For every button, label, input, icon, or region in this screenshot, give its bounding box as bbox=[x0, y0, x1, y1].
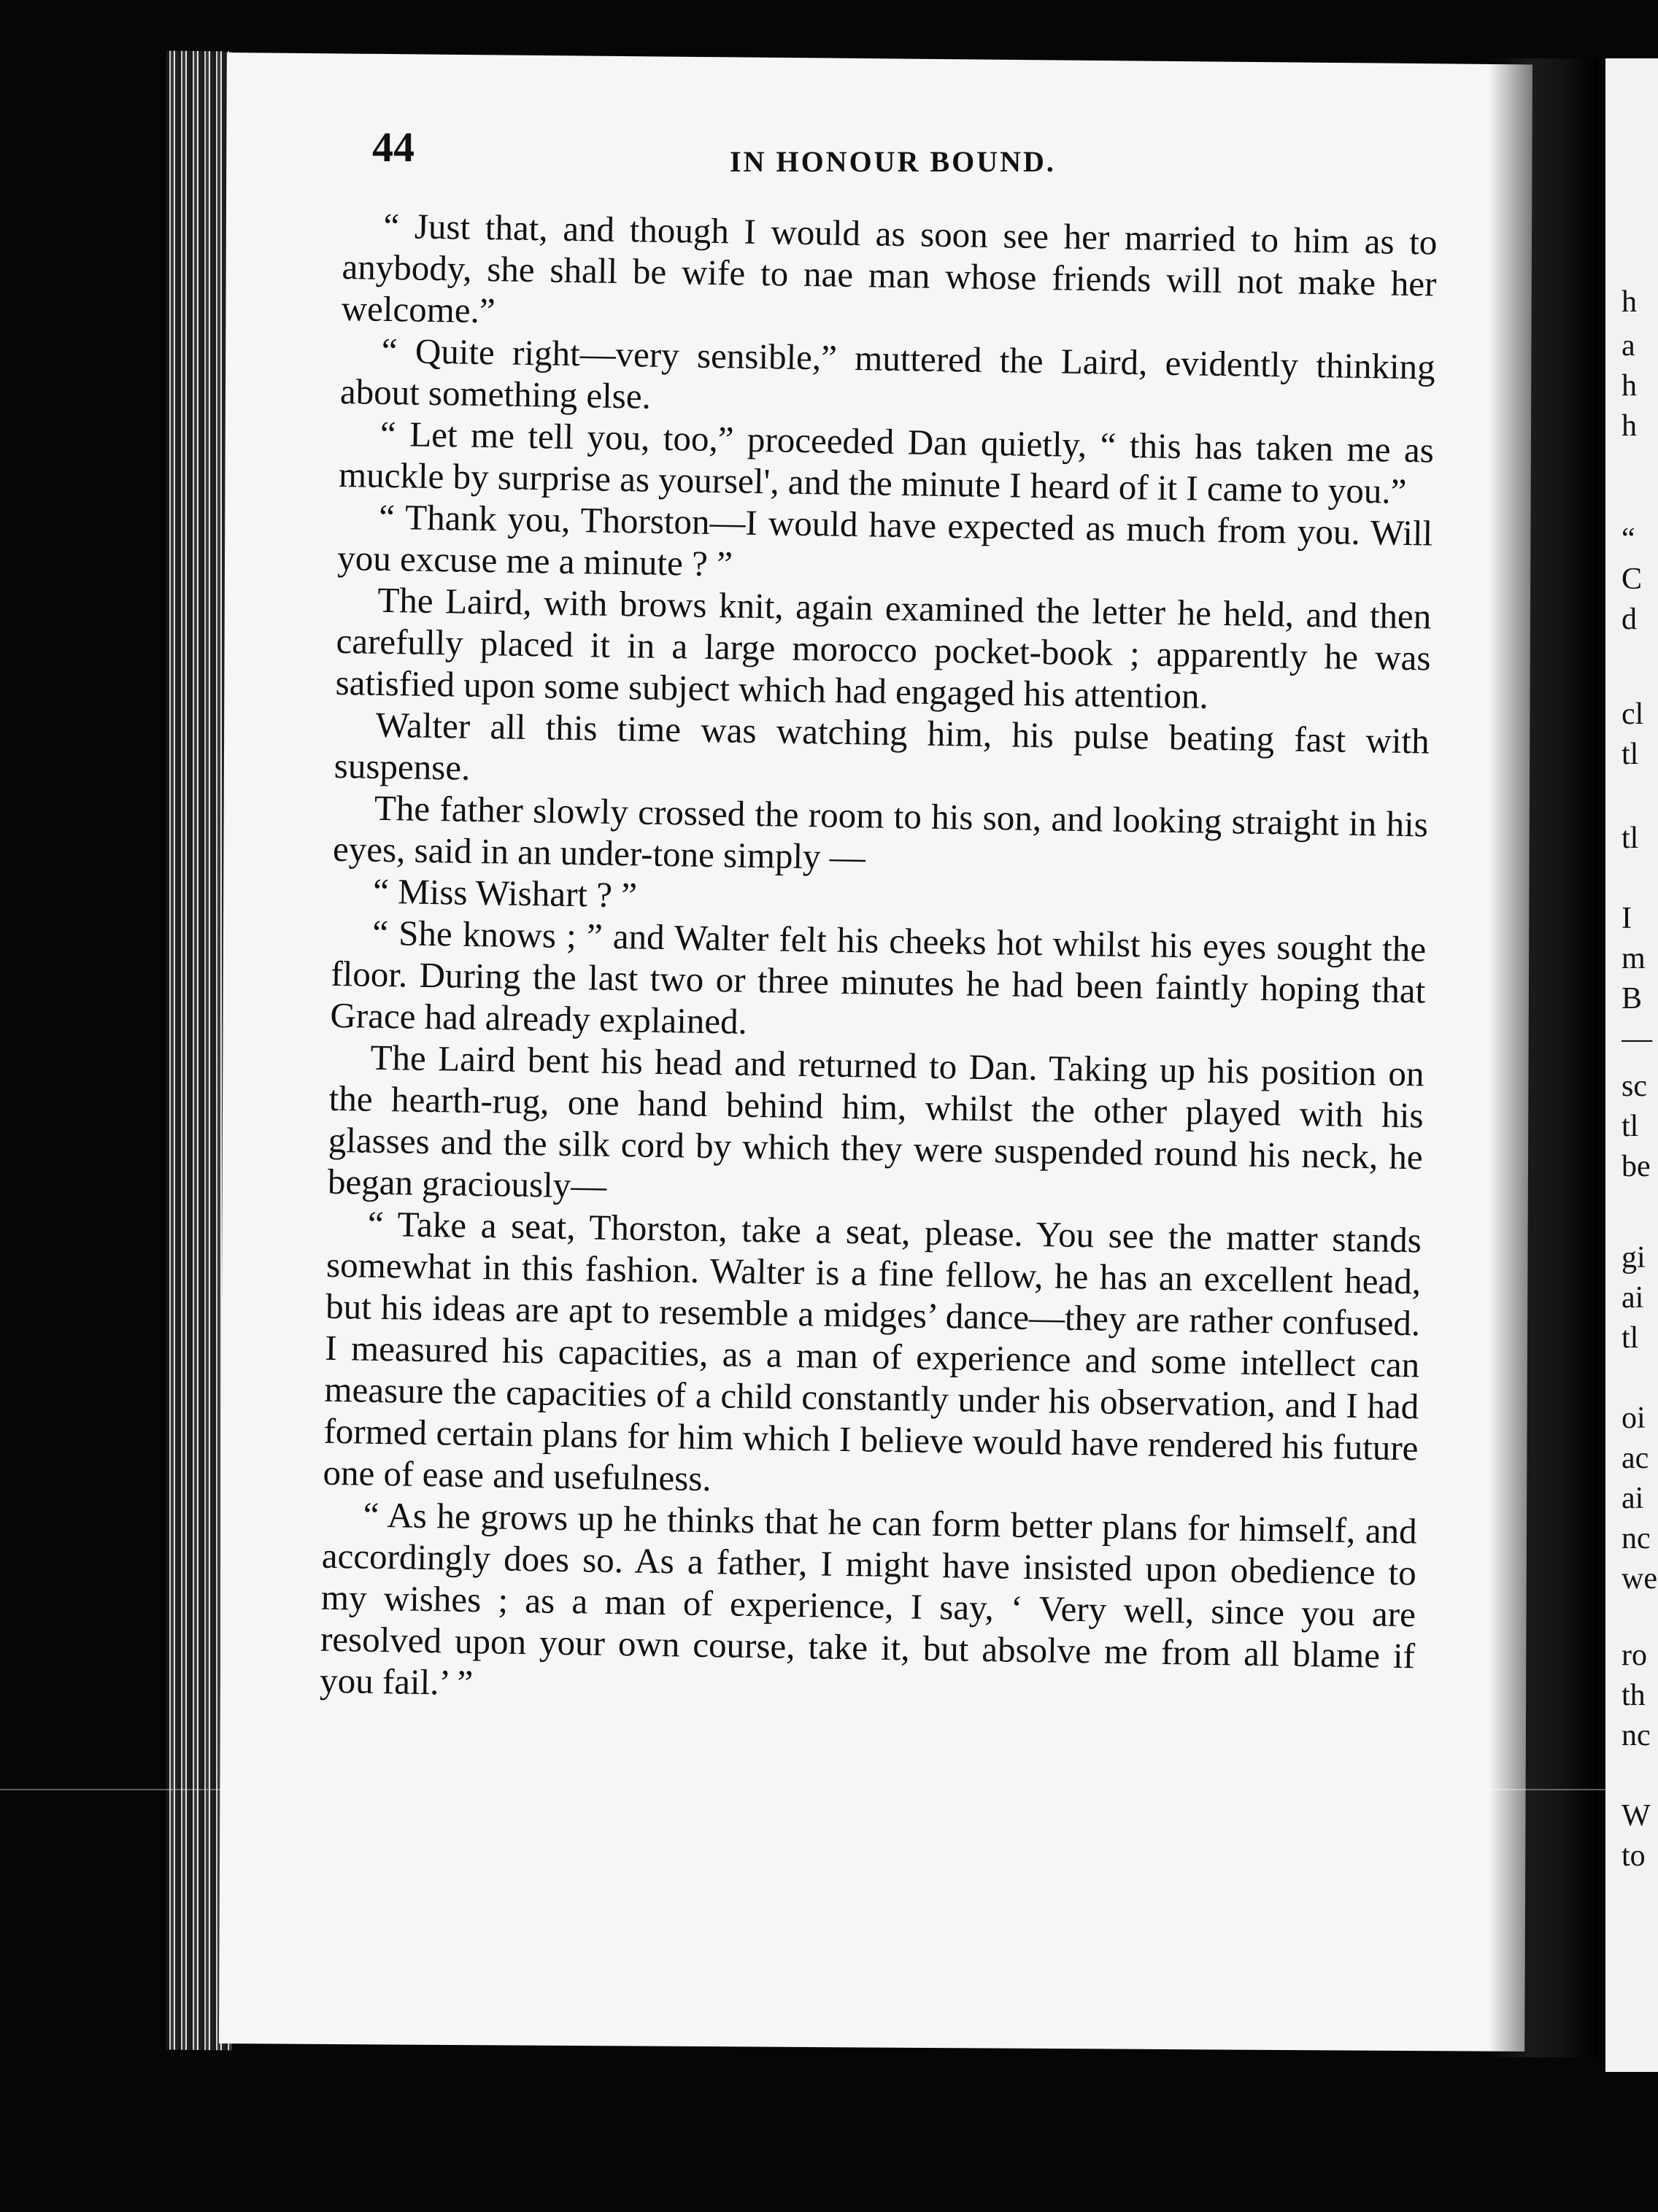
facing-page-fragment: gi bbox=[1622, 1241, 1646, 1275]
facing-page-fragment: be bbox=[1622, 1150, 1651, 1183]
facing-page-fragment: h bbox=[1622, 409, 1637, 443]
facing-page-fragment: nc bbox=[1622, 1522, 1651, 1555]
page-body-text bbox=[320, 204, 1438, 1718]
paragraph: “ Let me tell you, too,” proceeded Dan quietly, “ this has taken me as muckle by surprise as yoursel', and the minute I heard of it I came to you.” bbox=[338, 413, 1435, 511]
paragraph: “ Quite right—very sensible,” muttered the Laird, evidently thinking about something else. bbox=[339, 330, 1436, 417]
paragraph: “ Thank you, Thorston—I would have expected as much from you. Will you excuse me a minute ? ” bbox=[336, 496, 1433, 584]
facing-page-fragment: to bbox=[1622, 1839, 1646, 1873]
paragraph: The Laird bent his head and returned to Dan. Taking up his position on the hearth-rug, one hand behind him, whilst the other played with his glasses and the silk cord by which they were suspended round his neck, he began graciously— bbox=[327, 1037, 1424, 1206]
facing-page-fragment: tl bbox=[1622, 1321, 1639, 1355]
facing-page-fragment: m bbox=[1622, 942, 1646, 975]
facing-page-fragment: d bbox=[1622, 603, 1637, 636]
facing-page-fragment: ai bbox=[1622, 1281, 1644, 1315]
facing-page-fragment: B bbox=[1622, 982, 1643, 1016]
facing-page-fragment: ai bbox=[1622, 1482, 1644, 1515]
paragraph: Walter all this time was watching him, his pulse beating fast with suspense. bbox=[333, 704, 1430, 788]
facing-page-fragment: tl bbox=[1622, 821, 1639, 855]
facing-page-fragment: W bbox=[1622, 1799, 1651, 1833]
facing-page-fragment: tl bbox=[1622, 738, 1639, 771]
facing-page-fragment: th bbox=[1622, 1679, 1646, 1712]
facing-page-fragment: — bbox=[1622, 1022, 1652, 1056]
facing-page-fragment: ro bbox=[1622, 1639, 1647, 1672]
paragraph: The Laird, with brows knit, again examined the letter he held, and then carefully placed it in a large morocco pocket-book ; apparently he was satisfied upon some subject which had engaged his attention. bbox=[335, 579, 1432, 716]
facing-page-fragment: “ bbox=[1622, 522, 1635, 556]
facing-page-fragment: a bbox=[1622, 329, 1635, 363]
facing-page-fragment: tl bbox=[1622, 1110, 1639, 1143]
facing-page-fragment: ac bbox=[1622, 1442, 1649, 1475]
facing-page-fragment: oi bbox=[1622, 1401, 1646, 1435]
paragraph: “ She knows ; ” and Walter felt his cheeks hot whilst his eyes sought the floor. During the last two or three minutes he had been faintly hoping that Grace had already explained. bbox=[330, 912, 1427, 1042]
page-number: 44 bbox=[372, 123, 415, 171]
facing-page-fragment: h bbox=[1622, 285, 1637, 319]
facing-page-fragment: sc bbox=[1622, 1070, 1647, 1103]
paragraph: The father slowly crossed the room to his son, and looking straight in his eyes, said in an under-tone simply — bbox=[332, 787, 1429, 878]
facing-page-fragment: we bbox=[1622, 1562, 1657, 1596]
book-gutter-shadow bbox=[1489, 58, 1598, 2057]
paragraph: “ Just that, and though I would as soon see her married to him as to anybody, she shall be wife to nae man whose friends will not make her welcome.” bbox=[341, 205, 1438, 331]
facing-page-fragment: cl bbox=[1622, 697, 1644, 731]
paragraph: “ Miss Wishart ? ” bbox=[372, 870, 638, 916]
scan-artifact-line bbox=[0, 1789, 1658, 1790]
running-title: IN HONOUR BOUND. bbox=[730, 145, 1056, 178]
paragraph: “ Take a seat, Thorston, take a seat, please. You see the matter stands somewhat in this fashion. Walter is a fine fellow, he has an excellent head, but his ideas are apt to resemble a midges’ dance—they are rather confused. I measured his capacities, as a man of experience and some intellect can measure the capacities of a child constantly under his observation, and I had formed certain plans for him which I believe would have rendered his future one of ease and usefulness. bbox=[323, 1203, 1422, 1499]
facing-page-fragment: I bbox=[1622, 902, 1632, 935]
facing-page-fragment: C bbox=[1622, 562, 1643, 596]
facing-page-fragment: h bbox=[1622, 369, 1637, 403]
facing-page-fragment: nc bbox=[1622, 1719, 1651, 1752]
paragraph: “ As he grows up he thinks that he can form better plans for himself, and accordingly does so. As a father, I might have insisted upon obedience to my wishes ; as a man of experience, I say, ‘ Very well, since you are resolved upon your own course, take it, but absolve me from all blame if you fail.’ ” bbox=[319, 1494, 1418, 1704]
